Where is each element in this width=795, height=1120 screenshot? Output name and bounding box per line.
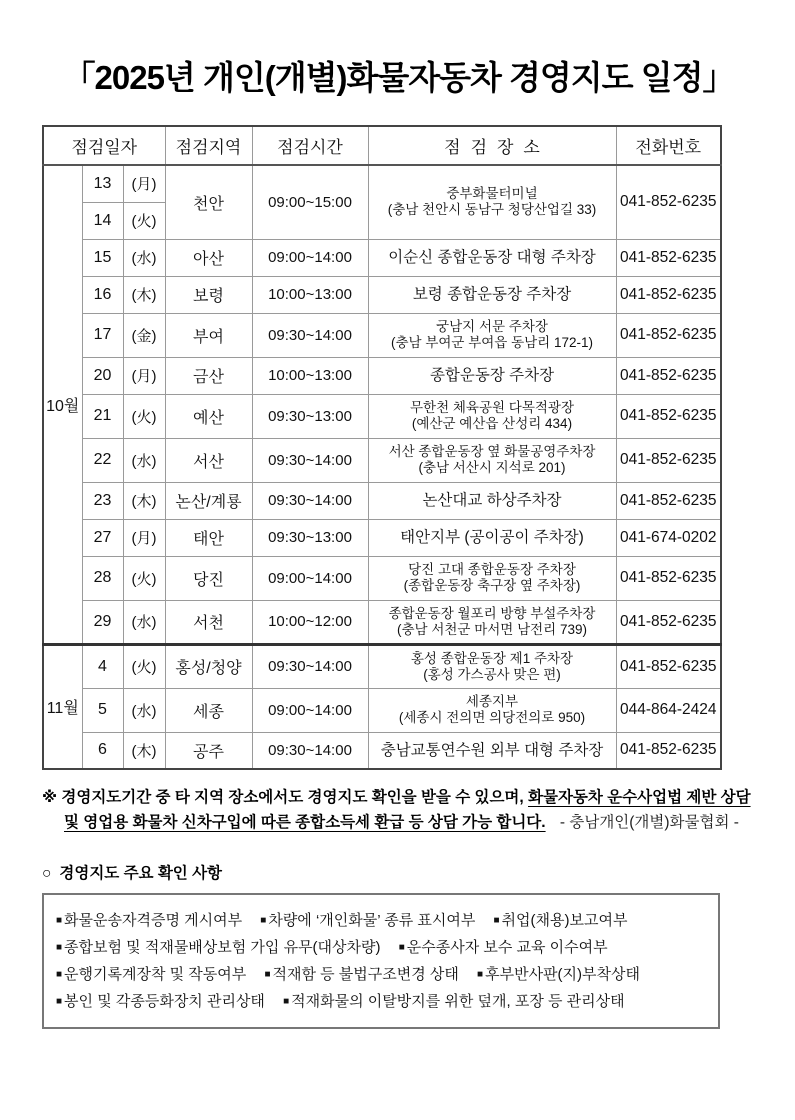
checklist-item-text: 적재함 등 불법구조변경 상태 (272, 966, 459, 983)
table-row (43, 438, 721, 482)
footnote-line-2 (42, 810, 755, 835)
table-row (43, 165, 721, 202)
region-cell: 부여 (165, 313, 252, 357)
phone-cell: 041-852-6235 (616, 644, 721, 688)
table-row (43, 357, 721, 394)
checklist-item-text: 취업(채용)보고여부 (501, 912, 628, 929)
day-cell: 21 (82, 394, 123, 438)
phone-cell: 041-852-6235 (616, 394, 721, 438)
time-cell: 09:30~14:00 (252, 732, 368, 769)
checklist-item (56, 966, 246, 983)
footnote (42, 785, 755, 835)
weekday-cell: (水) (123, 438, 165, 482)
place-cell (368, 688, 616, 732)
checklist-heading (42, 861, 755, 883)
table-row (43, 313, 721, 357)
checklist-item (477, 966, 640, 983)
day-cell: 23 (82, 482, 123, 519)
weekday-cell: (火) (123, 644, 165, 688)
time-cell: 09:30~14:00 (252, 313, 368, 357)
weekday-cell: (木) (123, 732, 165, 769)
day-cell: 13 (82, 165, 123, 202)
place-cell (368, 732, 616, 769)
table-row (43, 600, 721, 644)
phone-cell: 044-864-2424 (616, 688, 721, 732)
checklist-line (56, 907, 708, 934)
phone-cell: 041-852-6235 (616, 165, 721, 239)
weekday-cell: (金) (123, 313, 165, 357)
place-cell (368, 357, 616, 394)
weekday-cell: (火) (123, 556, 165, 600)
square-bullet-icon: ■ (264, 969, 271, 980)
document-title: 「2025년 개인(개별)화물자동차 경영지도 일정」 (62, 59, 735, 96)
footnote-line-1 (42, 785, 755, 810)
month-cell: 10월 (43, 165, 82, 644)
header-row (43, 126, 721, 165)
place-line2: (충남 서천군 마서면 남전리 739) (397, 621, 587, 637)
checklist-item-text: 차량에 ‘개인화물’ 종류 표시여부 (268, 912, 476, 929)
time-cell: 09:30~13:00 (252, 519, 368, 556)
place-cell (368, 482, 616, 519)
place-cell (368, 276, 616, 313)
day-cell: 6 (82, 732, 123, 769)
place-line2: (충남 부여군 부여읍 동남리 172-1) (391, 335, 593, 350)
checklist-item (283, 993, 625, 1010)
place-cell (368, 644, 616, 688)
time-cell: 09:30~14:00 (252, 644, 368, 688)
square-bullet-icon: ■ (56, 996, 63, 1007)
region-cell: 아산 (165, 239, 252, 276)
table-row (43, 482, 721, 519)
square-bullet-icon: ■ (260, 915, 267, 926)
region-cell: 천안 (165, 165, 252, 239)
weekday-cell: (火) (123, 202, 165, 239)
checklist-heading-text: 경영지도 주요 확인 사항 (59, 865, 223, 882)
place-cell (368, 165, 616, 239)
phone-cell: 041-852-6235 (616, 357, 721, 394)
place-line2: (종합운동장 축구장 옆 주차장) (403, 578, 581, 593)
place-line1: 세종지부 (465, 694, 519, 709)
phone-cell: 041-852-6235 (616, 313, 721, 357)
square-bullet-icon: ■ (493, 915, 500, 926)
phone-cell: 041-852-6235 (616, 276, 721, 313)
region-cell: 보령 (165, 276, 252, 313)
place-line1: 궁남지 서문 주차장 (436, 319, 548, 334)
place-line1: 서산 종합운동장 옆 화물공영주차장 (388, 444, 596, 459)
day-cell: 29 (82, 600, 123, 644)
checklist-box (42, 893, 720, 1029)
place-line1: 이순신 종합운동장 대형 주차장 (388, 249, 596, 266)
header-place: 점검장소 (368, 126, 616, 165)
time-cell: 09:30~14:00 (252, 482, 368, 519)
checklist-item-text: 적재화물의 이탈방지를 위한 덮개, 포장 등 관리상태 (291, 993, 625, 1010)
region-cell: 당진 (165, 556, 252, 600)
header-region: 점검지역 (165, 126, 252, 165)
time-cell: 09:00~14:00 (252, 239, 368, 276)
square-bullet-icon: ■ (56, 942, 63, 953)
place-cell (368, 519, 616, 556)
table-row (43, 276, 721, 313)
checklist-item-text: 후부반사판(지)부착상태 (485, 966, 640, 983)
time-cell: 10:00~12:00 (252, 600, 368, 644)
place-cell (368, 556, 616, 600)
checklist-item (56, 912, 242, 929)
phone-cell: 041-852-6235 (616, 239, 721, 276)
region-cell: 세종 (165, 688, 252, 732)
checklist-item (493, 912, 627, 929)
header-date: 점검일자 (43, 126, 165, 165)
day-cell: 20 (82, 357, 123, 394)
phone-cell: 041-852-6235 (616, 482, 721, 519)
day-cell: 15 (82, 239, 123, 276)
place-line2: (충남 서산시 지석로 201) (418, 460, 566, 475)
day-cell: 4 (82, 644, 123, 688)
region-cell: 홍성/청양 (165, 644, 252, 688)
time-cell: 10:00~13:00 (252, 357, 368, 394)
place-line2: (예산군 예산읍 산성리 434) (411, 416, 573, 431)
place-line1: 중부화물터미널 (446, 186, 538, 202)
place-line1: 종합운동장 주차장 (429, 367, 555, 384)
day-cell: 22 (82, 438, 123, 482)
header-phone: 전화번호 (616, 126, 721, 165)
square-bullet-icon: ■ (398, 942, 405, 953)
square-bullet-icon: ■ (283, 996, 290, 1007)
place-line1: 당진 고대 종합운동장 주차장 (408, 562, 576, 577)
region-cell: 금산 (165, 357, 252, 394)
time-cell: 09:30~13:00 (252, 394, 368, 438)
place-cell (368, 239, 616, 276)
table-row (43, 519, 721, 556)
weekday-cell: (水) (123, 688, 165, 732)
time-cell: 09:00~14:00 (252, 688, 368, 732)
circle-bullet-icon: ○ (42, 865, 52, 882)
table-row (43, 688, 721, 732)
day-cell: 5 (82, 688, 123, 732)
footnote-text: 경영지도기간 중 타 지역 장소에서도 경영지도 확인을 받을 수 있으며, (61, 789, 524, 806)
region-cell: 예산 (165, 394, 252, 438)
table-row (43, 239, 721, 276)
place-cell (368, 600, 616, 644)
checklist-item-text: 종합보험 및 적재물배상보험 가입 유무(대상차량) (64, 939, 381, 956)
region-cell: 태안 (165, 519, 252, 556)
day-cell: 27 (82, 519, 123, 556)
weekday-cell: (月) (123, 357, 165, 394)
footnote-association: - 충남개인(개별)화물협회 - (559, 814, 739, 831)
checklist-line (56, 934, 708, 961)
day-cell: 28 (82, 556, 123, 600)
place-line1: 무한천 체육공원 다목적광장 (410, 400, 574, 415)
weekday-cell: (木) (123, 276, 165, 313)
phone-cell: 041-674-0202 (616, 519, 721, 556)
region-cell: 공주 (165, 732, 252, 769)
place-line1: 종합운동장 월포리 방향 부설주차장 (388, 605, 596, 621)
schedule-table (42, 125, 722, 770)
weekday-cell: (月) (123, 165, 165, 202)
checklist-item (264, 966, 458, 983)
day-cell: 16 (82, 276, 123, 313)
phone-cell: 041-852-6235 (616, 556, 721, 600)
day-cell: 17 (82, 313, 123, 357)
checklist-item-text: 운수종사자 보수 교육 이수여부 (406, 939, 608, 956)
square-bullet-icon: ■ (477, 969, 484, 980)
table-row (43, 732, 721, 769)
footnote-marker: ※ (42, 789, 58, 806)
checklist-item (56, 993, 265, 1010)
checklist-item-text: 봉인 및 각종등화장치 관리상태 (64, 993, 265, 1010)
place-line1: 태안지부 (공이공이 주차장) (400, 529, 584, 546)
checklist-line (56, 961, 708, 988)
checklist-item (260, 912, 475, 929)
phone-cell: 041-852-6235 (616, 438, 721, 482)
time-cell: 09:30~14:00 (252, 438, 368, 482)
place-cell (368, 438, 616, 482)
checklist-item (56, 939, 381, 956)
place-cell (368, 313, 616, 357)
square-bullet-icon: ■ (56, 915, 63, 926)
footnote-underlined-1: 화물자동차 운수사업법 제반 상담 (528, 789, 751, 806)
place-cell (368, 394, 616, 438)
time-cell: 09:00~14:00 (252, 556, 368, 600)
checklist-item-text: 운행기록계장착 및 작동여부 (64, 966, 247, 983)
table-row (43, 394, 721, 438)
weekday-cell: (水) (123, 239, 165, 276)
footnote-underlined-2: 및 영업용 화물차 신차구입에 따른 종합소득세 환급 등 상담 가능 합니다. (64, 814, 546, 831)
square-bullet-icon: ■ (56, 969, 63, 980)
table-row (43, 556, 721, 600)
weekday-cell: (木) (123, 482, 165, 519)
checklist-line (56, 988, 708, 1015)
place-line2: (세종시 전의면 의당전의로 950) (398, 710, 586, 725)
checklist-item-text: 화물운송자격증명 게시여부 (64, 912, 243, 929)
place-line1: 충남교통연수원 외부 대형 주차장 (380, 741, 604, 759)
weekday-cell: (月) (123, 519, 165, 556)
phone-cell: 041-852-6235 (616, 732, 721, 769)
region-cell: 논산/계룡 (165, 482, 252, 519)
region-cell: 서천 (165, 600, 252, 644)
header-time: 점검시간 (252, 126, 368, 165)
checklist-item (399, 939, 608, 956)
place-line1: 홍성 종합운동장 제1 주차장 (410, 650, 574, 666)
place-line1: 보령 종합운동장 주차장 (412, 286, 572, 303)
weekday-cell: (火) (123, 394, 165, 438)
day-cell: 14 (82, 202, 123, 239)
place-line2: (홍성 가스공사 맞은 편) (423, 666, 561, 682)
table-row (43, 644, 721, 688)
region-cell: 서산 (165, 438, 252, 482)
time-cell: 09:00~15:00 (252, 165, 368, 239)
place-line2: (충남 천안시 동남구 청당산업길 33) (387, 202, 597, 218)
place-line1: 논산대교 하상주차장 (422, 492, 562, 509)
month-cell: 11월 (43, 644, 82, 769)
phone-cell: 041-852-6235 (616, 600, 721, 644)
weekday-cell: (水) (123, 600, 165, 644)
time-cell: 10:00~13:00 (252, 276, 368, 313)
